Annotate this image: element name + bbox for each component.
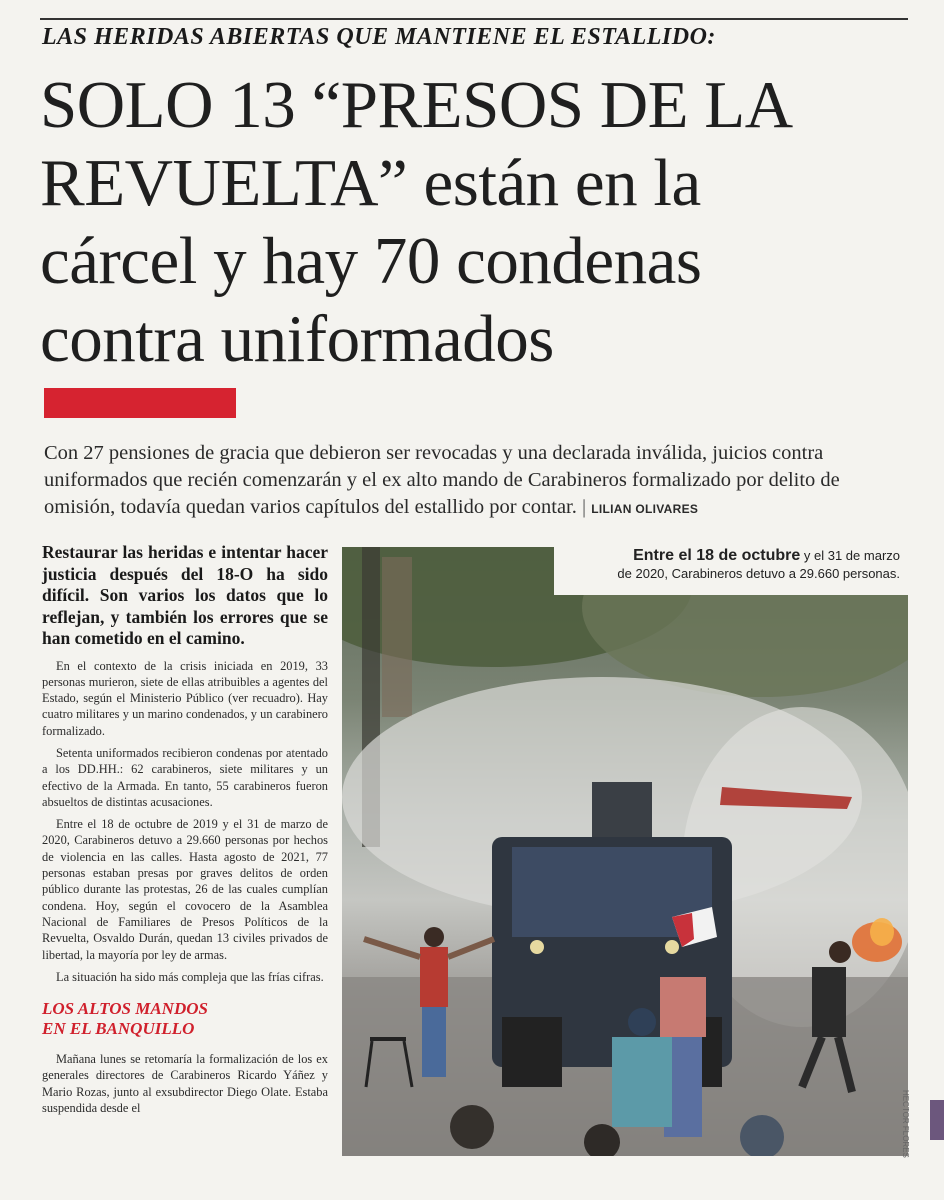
article-body-continued xyxy=(42,1051,328,1116)
headline xyxy=(40,66,920,378)
protest-scene-illustration xyxy=(342,547,908,1156)
edge-tab xyxy=(930,1100,944,1140)
body-paragraph: Mañana lunes se retomaría la formalización de los ex generales directores de Carabineros Ricardo Yáñez y Mario Rozas, junto al exsubdirector Diego Olate. Estaba suspendida desde el xyxy=(42,1052,328,1116)
body-paragraph: Entre el 18 de octubre de 2019 y el 31 de marzo de 2020, Carabineros detuvo a 29.660 personas por hechos de violencia en las calles. Hasta agosto de 2021, 77 personas estaban presas por graves delitos de orden público durante las protestas, 26 de las cuales cumplían condena. Hoy, según el covocero de la Asamblea Nacional de Familiares de Presos Políticos de la Revuelta, Osvaldo Durán, quedan 13 civiles privados de libertad, la mayoría por ley de armas. xyxy=(42,817,328,962)
byline-separator: | xyxy=(582,496,587,518)
headline-line: SOLO 13 “PRESOS DE LA xyxy=(40,68,793,142)
headline-line: REVUELTA” están en la xyxy=(40,146,701,220)
photo-caption xyxy=(554,547,908,595)
body-paragraph: En el contexto de la crisis iniciada en 2019, 33 personas murieron, siete de ellas atribuibles a agentes del Estado, según el Ministerio Público (ver recuadro). Hay cuatro militares y un marino condenados, y un carabinero formalizado. xyxy=(42,658,328,738)
news-photo xyxy=(342,547,908,1156)
caption-text: y el 31 de marzo xyxy=(800,548,900,563)
headline-line: cárcel y hay 70 condenas xyxy=(40,224,702,298)
body-paragraph: Setenta uniformados recibieron condenas por atentado a los DD.HH.: 62 carabineros, siete militares y un efectivo de la Armada. En tanto, 55 carabineros fueron absueltos de distintas acusaciones. xyxy=(42,745,328,809)
accent-bar xyxy=(44,388,236,418)
body-paragraph: La situación ha sido más compleja que las frías cifras. xyxy=(56,969,324,984)
section-subhead xyxy=(42,999,328,1039)
kicker: LAS HERIDAS ABIERTAS QUE MANTIENE EL ESTALLIDO: xyxy=(42,24,716,50)
headline-line: contra uniformados xyxy=(40,302,554,376)
top-rule xyxy=(40,18,908,20)
standfirst-text: Con 27 pensiones de gracia que debieron ser revocadas y una declarada inválida, juicios contra uniformados que recién comenzarán y el ex alto mando de Carabineros formalizado por delito de omisión, todavía quedan varios capítulos del estallido por contar. xyxy=(44,442,840,518)
byline: LILIAN OLIVARES xyxy=(591,502,699,516)
lead-paragraph: Restaurar las heridas e intentar hacer justicia después del 18-O ha sido difícil. Son varios los datos que lo reflejan, y también los errores que se han cometido en el camino. xyxy=(42,542,328,648)
subhead-line: LOS ALTOS MANDOS xyxy=(42,999,208,1019)
caption-text: de 2020, Carabineros detuvo a 29.660 personas. xyxy=(617,566,900,581)
caption-strong: Entre el 18 de octubre xyxy=(633,547,801,564)
article-body xyxy=(42,658,328,986)
standfirst xyxy=(44,440,904,523)
left-column xyxy=(42,542,328,1122)
subhead-line: EN EL BANQUILLO xyxy=(42,1019,195,1039)
photo-credit: HECTOR FLORES xyxy=(901,1090,910,1158)
